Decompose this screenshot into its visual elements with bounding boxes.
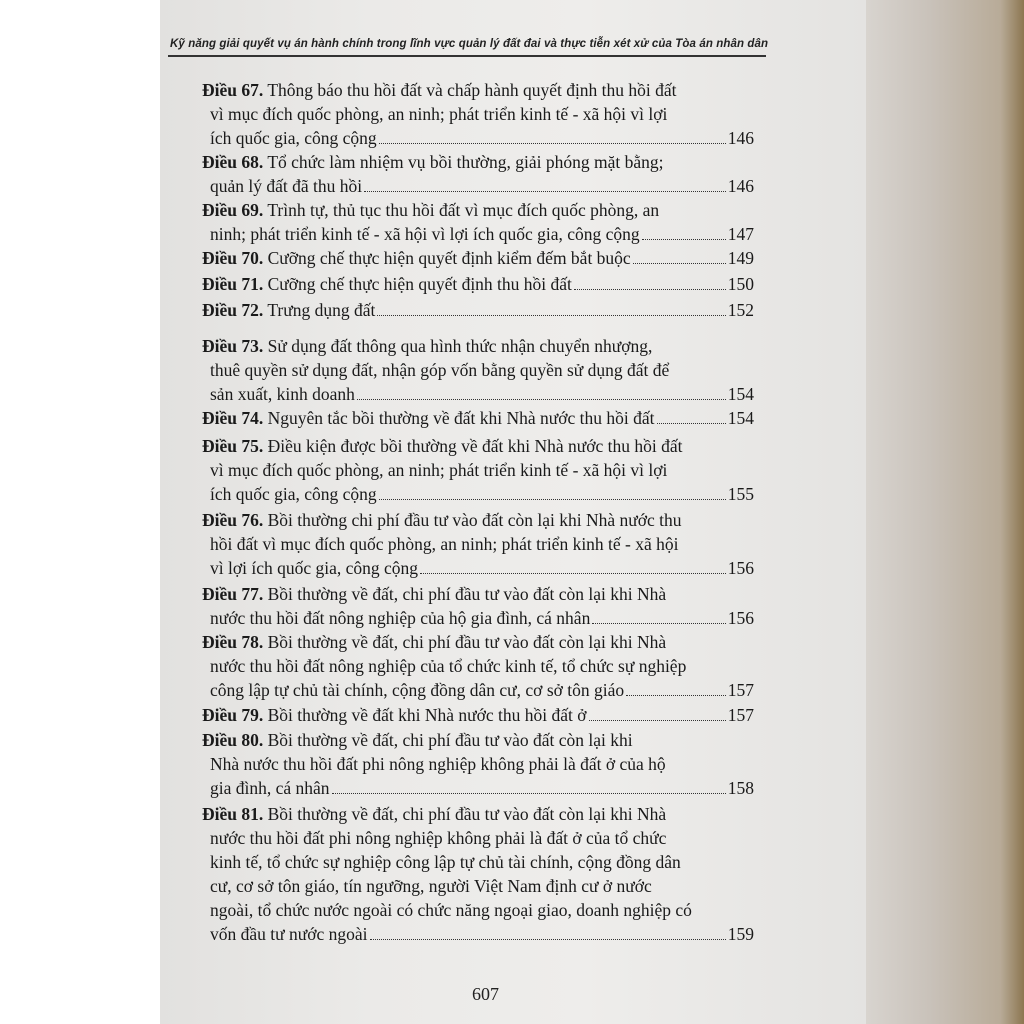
entry-text: Bồi thường về đất khi Nhà nước thu hồi đất ở	[267, 705, 587, 725]
entry-text: thuê quyền sử dụng đất, nhận góp vốn bằng quyền sử dụng đất để	[210, 360, 670, 380]
article-number: Điều 79.	[202, 705, 264, 725]
article-number: Điều 77.	[202, 584, 264, 604]
toc-line	[202, 434, 754, 458]
toc-line	[202, 150, 754, 174]
entry-text: ích quốc gia, công cộng	[210, 128, 377, 148]
toc-entry	[202, 298, 754, 322]
toc-line	[202, 246, 754, 270]
entry-text: vì mục đích quốc phòng, an ninh; phát triển kinh tế - xã hội vì lợi	[210, 460, 668, 480]
toc-line	[202, 922, 754, 946]
toc-line	[202, 222, 754, 246]
dot-leader	[370, 939, 726, 940]
toc-line	[202, 556, 754, 580]
dot-leader	[357, 399, 726, 400]
toc-entry	[202, 630, 754, 702]
toc-line	[202, 458, 754, 482]
article-number: Điều 74.	[202, 408, 264, 428]
toc-line	[202, 898, 754, 922]
entry-text: cư, cơ sở tôn giáo, tín ngưỡng, người Việt Nam định cư ở nước	[210, 876, 652, 896]
toc-line	[202, 678, 754, 702]
toc-line	[202, 406, 754, 430]
book-page	[160, 0, 866, 1024]
entry-text: Thông báo thu hồi đất và chấp hành quyết định thu hồi đất	[267, 80, 677, 100]
background-right	[866, 0, 1024, 1024]
toc-line	[202, 298, 754, 322]
article-number: Điều 70.	[202, 248, 264, 268]
toc-line	[202, 728, 754, 752]
dot-leader	[657, 423, 726, 424]
entry-page-number: 157	[727, 705, 754, 725]
entry-page-number: 154	[727, 408, 754, 428]
entry-text: Trưng dụng đất	[267, 300, 376, 320]
entry-page-number: 158	[727, 778, 754, 798]
toc-line	[202, 532, 754, 556]
article-number: Điều 73.	[202, 336, 264, 356]
toc-entry	[202, 434, 754, 506]
running-header: Kỹ năng giải quyết vụ án hành chính trong lĩnh vực quản lý đất đai và thực tiễn xét xử của Tòa án nhân dân	[170, 38, 769, 50]
entry-page-number: 152	[727, 300, 754, 320]
dot-leader	[589, 720, 726, 721]
entry-text: Bồi thường về đất, chi phí đầu tư vào đất còn lại khi	[267, 730, 633, 750]
toc-line	[202, 334, 754, 358]
article-number: Điều 80.	[202, 730, 264, 750]
entry-text: quản lý đất đã thu hồi	[210, 176, 363, 196]
entry-text: Trình tự, thủ tục thu hồi đất vì mục đích quốc phòng, an	[267, 200, 660, 220]
toc-line	[202, 703, 754, 727]
toc-entry	[202, 78, 754, 150]
toc-entry	[202, 508, 754, 580]
article-number: Điều 76.	[202, 510, 264, 530]
page-number: 607	[472, 984, 499, 1004]
toc-line	[202, 752, 754, 776]
entry-text: Cưỡng chế thực hiện quyết định thu hồi đất	[267, 274, 572, 294]
entry-text: kinh tế, tổ chức sự nghiệp công lập tự chủ tài chính, cộng đồng dân	[210, 852, 681, 872]
toc-line	[202, 78, 754, 102]
toc-entry	[202, 198, 754, 246]
toc-line	[202, 174, 754, 198]
entry-text: ninh; phát triển kinh tế - xã hội vì lợi ích quốc gia, công cộng	[210, 224, 640, 244]
entry-text: hồi đất vì mục đích quốc phòng, an ninh; phát triển kinh tế - xã hội	[210, 534, 679, 554]
article-number: Điều 71.	[202, 274, 264, 294]
entry-text: Bồi thường chi phí đầu tư vào đất còn lại khi Nhà nước thu	[267, 510, 682, 530]
entry-page-number: 150	[727, 274, 754, 294]
dot-leader	[642, 239, 726, 240]
entry-page-number: 146	[727, 176, 754, 196]
entry-text: vốn đầu tư nước ngoài	[210, 924, 368, 944]
entry-page-number: 156	[727, 558, 754, 578]
entry-text: gia đình, cá nhân	[210, 778, 330, 798]
dot-leader	[633, 263, 726, 264]
toc-entry	[202, 582, 754, 630]
article-number: Điều 75.	[202, 436, 264, 456]
toc-line	[202, 606, 754, 630]
dot-leader	[377, 315, 725, 316]
entry-text: Cưỡng chế thực hiện quyết định kiểm đếm bắt buộc	[267, 248, 631, 268]
entry-text: nước thu hồi đất nông nghiệp của hộ gia đình, cá nhân	[210, 608, 591, 628]
toc-line	[202, 850, 754, 874]
entry-text: Bồi thường về đất, chi phí đầu tư vào đất còn lại khi Nhà	[267, 804, 667, 824]
toc-line	[202, 102, 754, 126]
entry-text: Điều kiện được bồi thường về đất khi Nhà nước thu hồi đất	[267, 436, 683, 456]
entry-text: ích quốc gia, công cộng	[210, 484, 377, 504]
article-number: Điều 67.	[202, 80, 264, 100]
toc-entry	[202, 272, 754, 296]
article-number: Điều 78.	[202, 632, 264, 652]
entry-text: ngoài, tổ chức nước ngoài có chức năng ngoại giao, doanh nghiệp có	[210, 900, 692, 920]
article-number: Điều 68.	[202, 152, 264, 172]
entry-text: Bồi thường về đất, chi phí đầu tư vào đất còn lại khi Nhà	[267, 632, 667, 652]
entry-text: Nhà nước thu hồi đất phi nông nghiệp không phải là đất ở của hộ	[210, 754, 666, 774]
article-number: Điều 69.	[202, 200, 264, 220]
entry-text: Bồi thường về đất, chi phí đầu tư vào đất còn lại khi Nhà	[267, 584, 667, 604]
toc-line	[202, 382, 754, 406]
article-number: Điều 72.	[202, 300, 264, 320]
entry-page-number: 157	[727, 680, 754, 700]
toc-line	[202, 874, 754, 898]
entry-page-number: 154	[727, 384, 754, 404]
entry-text: sản xuất, kinh doanh	[210, 384, 355, 404]
entry-text: vì lợi ích quốc gia, công cộng	[210, 558, 419, 578]
table-of-contents	[160, 0, 866, 1024]
dot-leader	[574, 289, 726, 290]
toc-line	[202, 776, 754, 800]
dot-leader	[379, 143, 726, 144]
toc-line	[202, 630, 754, 654]
dot-leader	[420, 573, 726, 574]
entry-text: Nguyên tắc bồi thường về đất khi Nhà nước thu hồi đất	[267, 408, 655, 428]
toc-entry	[202, 406, 754, 430]
toc-line	[202, 654, 754, 678]
entry-text: Sử dụng đất thông qua hình thức nhận chuyển nhượng,	[267, 336, 653, 356]
entry-text: công lập tự chủ tài chính, cộng đồng dân cư, cơ sở tôn giáo	[210, 680, 625, 700]
toc-line	[202, 482, 754, 506]
dot-leader	[626, 695, 726, 696]
toc-entry	[202, 150, 754, 198]
entry-page-number: 159	[727, 924, 754, 944]
toc-line	[202, 802, 754, 826]
dot-leader	[379, 499, 726, 500]
entry-page-number: 156	[727, 608, 754, 628]
toc-line	[202, 126, 754, 150]
dot-leader	[332, 793, 726, 794]
toc-line	[202, 582, 754, 606]
toc-line	[202, 508, 754, 532]
toc-line	[202, 198, 754, 222]
toc-entry	[202, 334, 754, 406]
toc-entry	[202, 703, 754, 727]
entry-page-number: 155	[727, 484, 754, 504]
dot-leader	[364, 191, 726, 192]
entry-text: nước thu hồi đất phi nông nghiệp không phải là đất ở của tổ chức	[210, 828, 667, 848]
toc-line	[202, 358, 754, 382]
toc-line	[202, 272, 754, 296]
dot-leader	[592, 623, 725, 624]
entry-text: vì mục đích quốc phòng, an ninh; phát triển kinh tế - xã hội vì lợi	[210, 104, 668, 124]
toc-entry	[202, 728, 754, 800]
toc-entry	[202, 246, 754, 270]
toc-line	[202, 826, 754, 850]
article-number: Điều 81.	[202, 804, 264, 824]
background-left	[0, 0, 160, 1024]
toc-entry	[202, 802, 754, 946]
entry-text: nước thu hồi đất nông nghiệp của tổ chức kinh tế, tổ chức sự nghiệp	[210, 656, 687, 676]
entry-text: Tổ chức làm nhiệm vụ bồi thường, giải phóng mặt bằng;	[267, 152, 664, 172]
entry-page-number: 147	[727, 224, 754, 244]
entry-page-number: 146	[727, 128, 754, 148]
entry-page-number: 149	[727, 248, 754, 268]
